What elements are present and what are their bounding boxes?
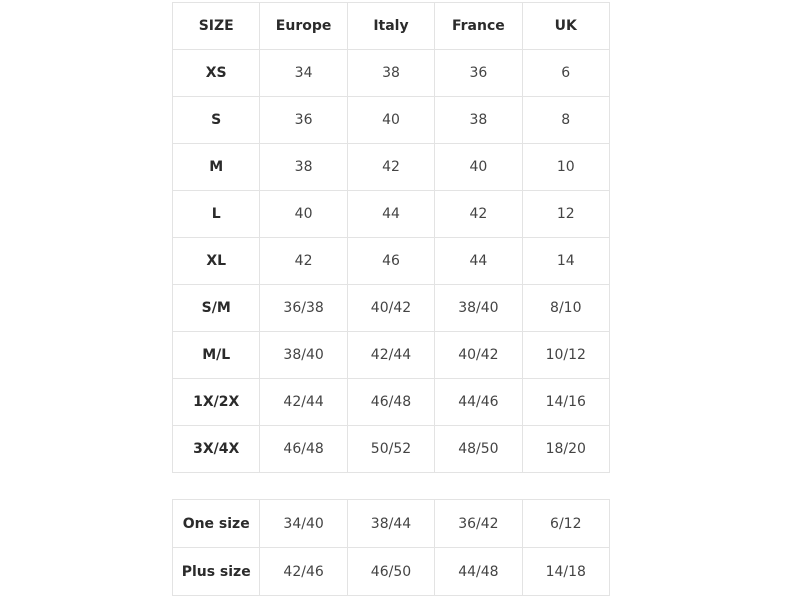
table-row	[173, 285, 610, 332]
france-cell: 44/46	[435, 379, 522, 426]
size-label: S/M	[173, 285, 260, 332]
size-label: M	[173, 144, 260, 191]
europe-cell: 34	[260, 50, 347, 97]
one-size-table	[172, 499, 610, 596]
italy-cell: 40/42	[347, 285, 434, 332]
uk-cell: 18/20	[522, 426, 609, 473]
table-row	[173, 500, 610, 548]
europe-cell: 42/44	[260, 379, 347, 426]
europe-cell: 46/48	[260, 426, 347, 473]
size-label: Plus size	[173, 548, 260, 596]
uk-cell: 10/12	[522, 332, 609, 379]
table-row	[173, 144, 610, 191]
france-cell: 48/50	[435, 426, 522, 473]
uk-cell: 14/18	[522, 548, 609, 596]
europe-cell: 38/40	[260, 332, 347, 379]
size-conversion-table	[172, 2, 610, 473]
table-row	[173, 548, 610, 596]
table-row	[173, 426, 610, 473]
france-cell: 44	[435, 238, 522, 285]
uk-cell: 6	[522, 50, 609, 97]
size-label: M/L	[173, 332, 260, 379]
size-label: 1X/2X	[173, 379, 260, 426]
france-cell: 36	[435, 50, 522, 97]
table-row	[173, 191, 610, 238]
table-row	[173, 238, 610, 285]
italy-cell: 38/44	[347, 500, 434, 548]
uk-cell: 8/10	[522, 285, 609, 332]
italy-cell: 46	[347, 238, 434, 285]
size-label: XS	[173, 50, 260, 97]
table-row	[173, 97, 610, 144]
france-cell: 42	[435, 191, 522, 238]
table-row	[173, 50, 610, 97]
uk-cell: 14	[522, 238, 609, 285]
europe-cell: 34/40	[260, 500, 347, 548]
italy-cell: 46/48	[347, 379, 434, 426]
italy-cell: 50/52	[347, 426, 434, 473]
italy-cell: 46/50	[347, 548, 434, 596]
europe-cell: 40	[260, 191, 347, 238]
uk-cell: 8	[522, 97, 609, 144]
table-header-row	[173, 3, 610, 50]
size-chart	[172, 2, 609, 596]
column-header-france: France	[435, 3, 522, 50]
italy-cell: 38	[347, 50, 434, 97]
france-cell: 44/48	[435, 548, 522, 596]
uk-cell: 6/12	[522, 500, 609, 548]
france-cell: 38/40	[435, 285, 522, 332]
column-header-italy: Italy	[347, 3, 434, 50]
column-header-europe: Europe	[260, 3, 347, 50]
france-cell: 40	[435, 144, 522, 191]
europe-cell: 38	[260, 144, 347, 191]
size-label: 3X/4X	[173, 426, 260, 473]
table-gap	[172, 473, 609, 499]
size-label: S	[173, 97, 260, 144]
column-header-uk: UK	[522, 3, 609, 50]
size-label: XL	[173, 238, 260, 285]
uk-cell: 14/16	[522, 379, 609, 426]
france-cell: 36/42	[435, 500, 522, 548]
europe-cell: 42/46	[260, 548, 347, 596]
france-cell: 40/42	[435, 332, 522, 379]
italy-cell: 40	[347, 97, 434, 144]
italy-cell: 44	[347, 191, 434, 238]
size-label: One size	[173, 500, 260, 548]
uk-cell: 10	[522, 144, 609, 191]
table-row	[173, 332, 610, 379]
europe-cell: 36	[260, 97, 347, 144]
europe-cell: 36/38	[260, 285, 347, 332]
size-label: L	[173, 191, 260, 238]
italy-cell: 42	[347, 144, 434, 191]
france-cell: 38	[435, 97, 522, 144]
europe-cell: 42	[260, 238, 347, 285]
table-row	[173, 379, 610, 426]
column-header-size: SIZE	[173, 3, 260, 50]
uk-cell: 12	[522, 191, 609, 238]
italy-cell: 42/44	[347, 332, 434, 379]
